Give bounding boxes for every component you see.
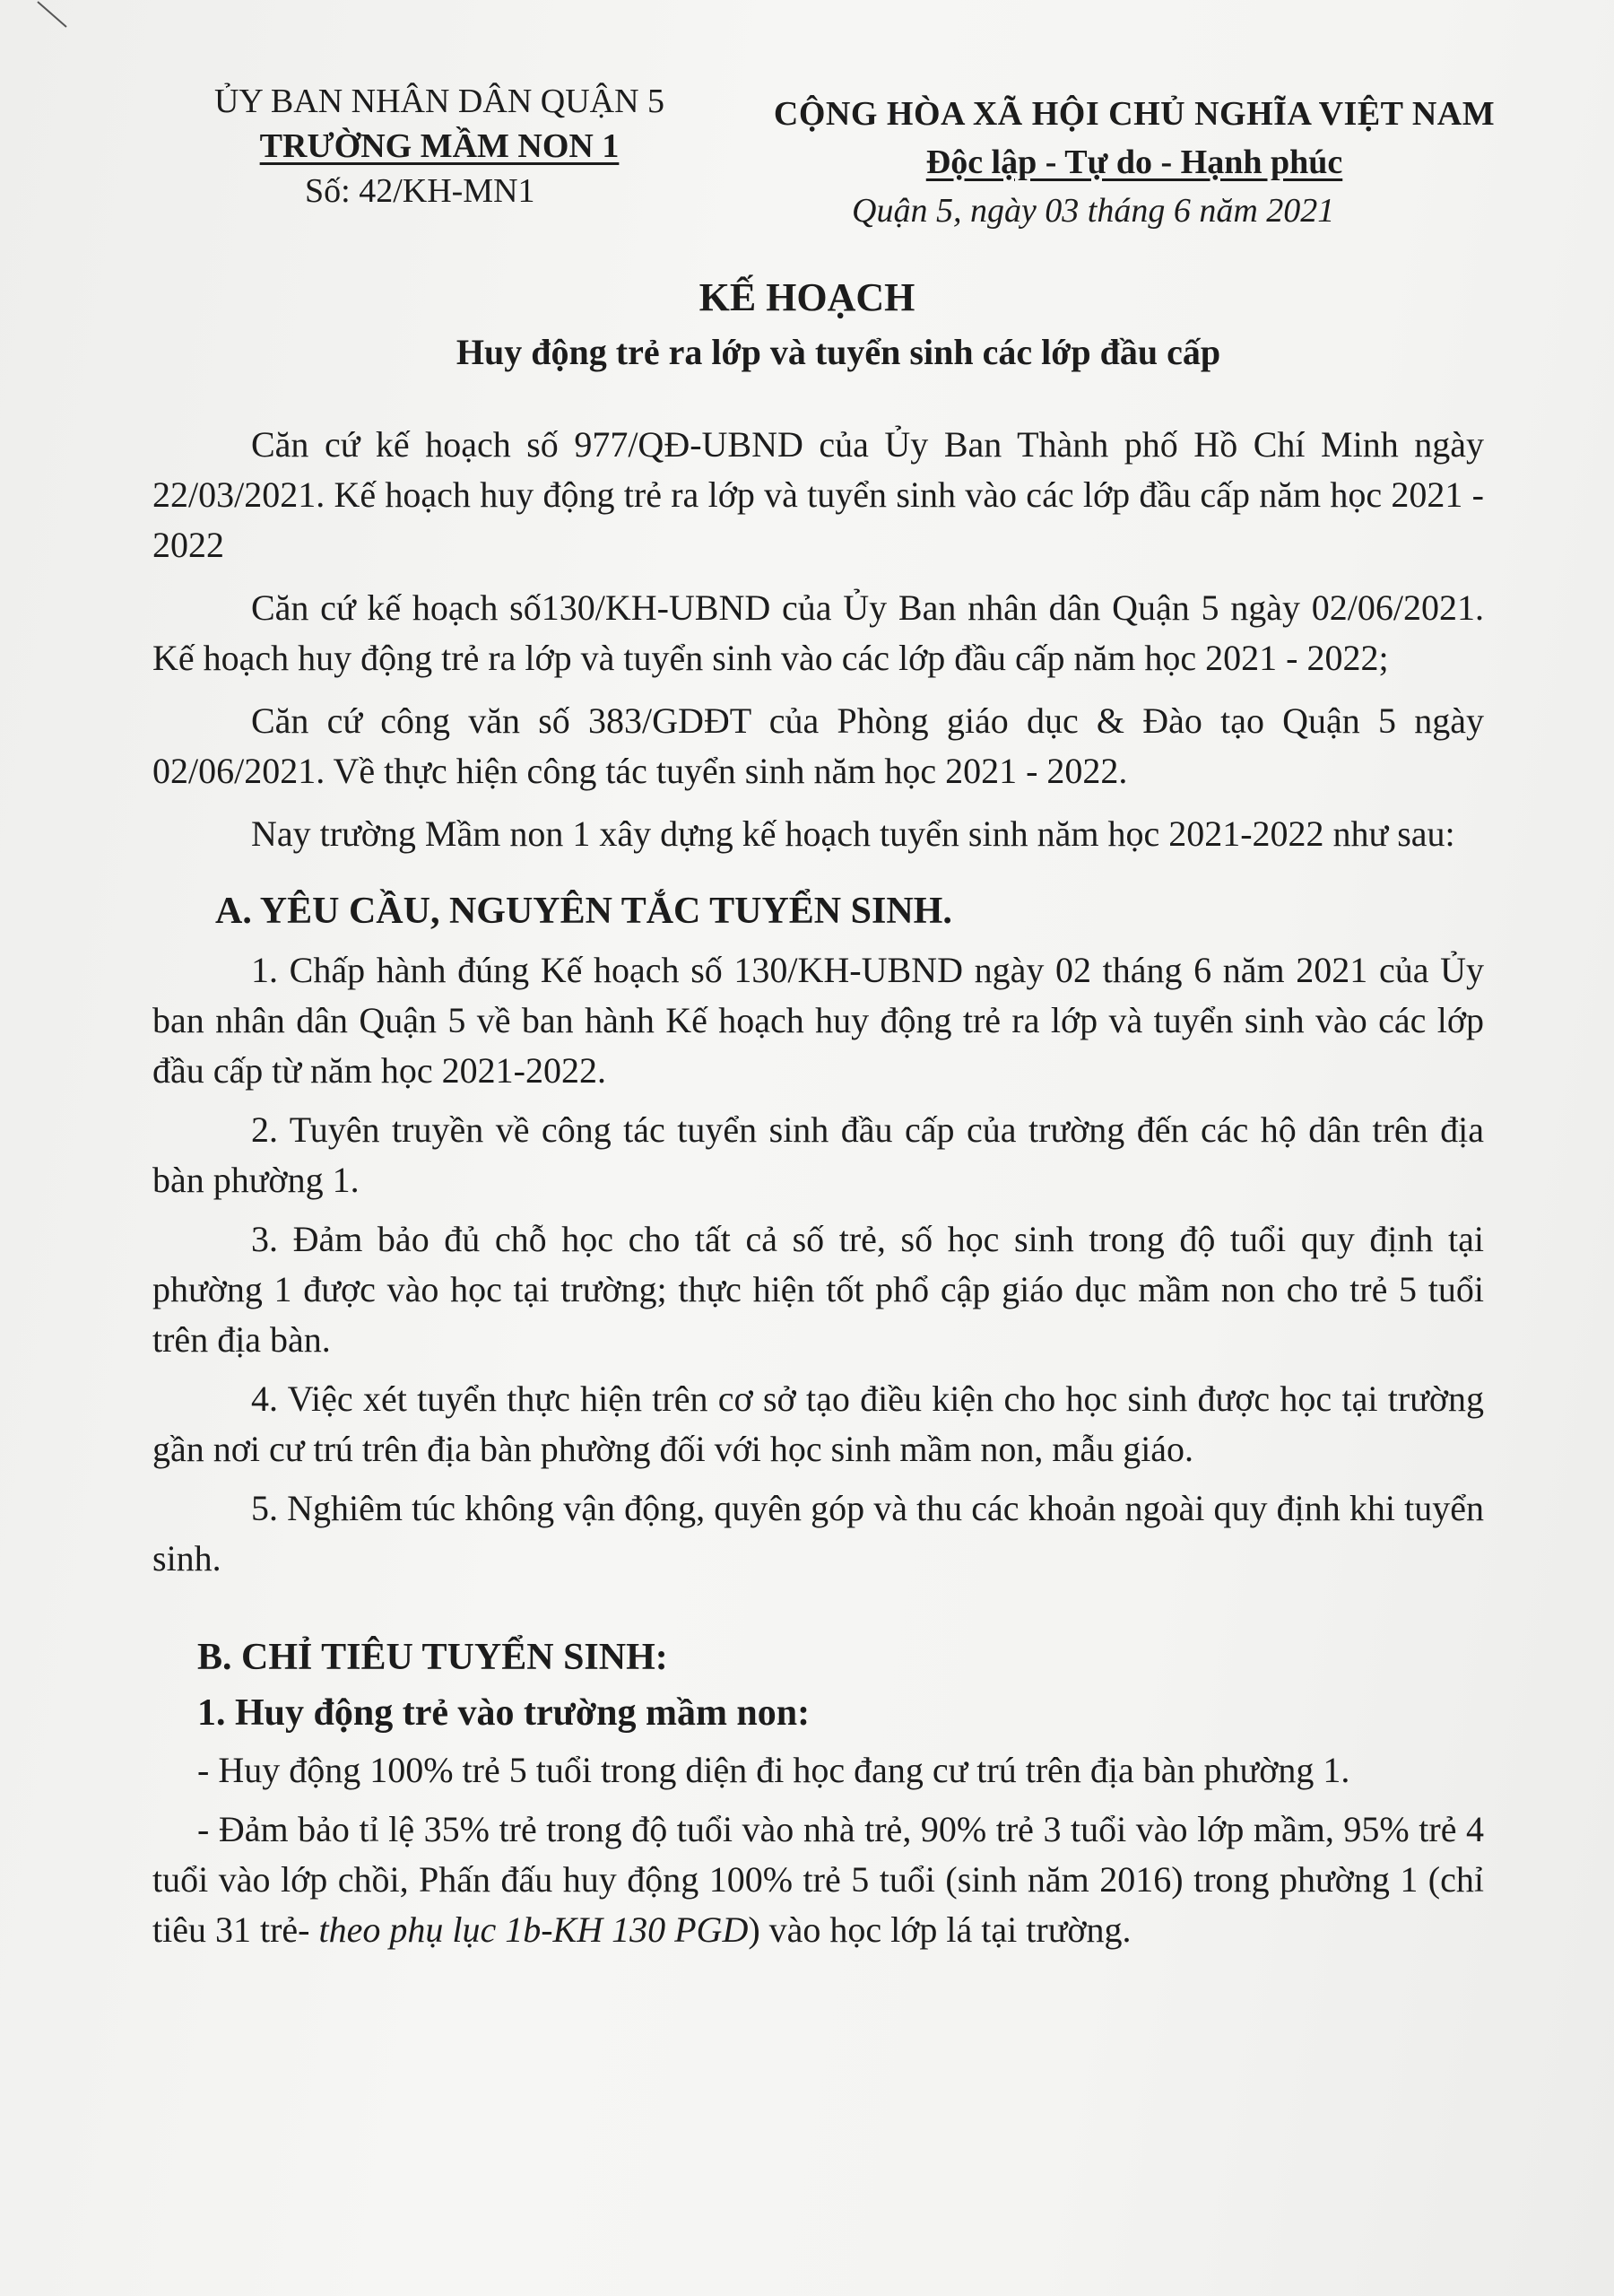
document-type: KẾ HOẠCH (699, 275, 915, 319)
section-a-item-4: 4. Việc xét tuyển thực hiện trên cơ sở tạo điều kiện cho học sinh được học tại trường gần nơi cư trú trên địa bàn phường đối với học sinh mầm non, mẫu giáo. (152, 1378, 1484, 1469)
bullet-2-text-end: ) vào học lớp lá tại trường. (748, 1909, 1132, 1950)
legal-basis-2: Căn cứ kế hoạch số130/KH-UBND của Ủy Ban nhân dân Quận 5 ngày 02/06/2021. Kế hoạch huy động trẻ ra lớp và tuyển sinh vào các lớp đầu cấp năm học 2021 - 2022; (152, 587, 1484, 678)
document-subject: Huy động trẻ ra lớp và tuyển sinh các lớp đầu cấp (456, 332, 1221, 372)
pen-mark (36, 0, 72, 36)
intro-statement: Nay trường Mầm non 1 xây dựng kế hoạch tuyển sinh năm học 2021-2022 như sau: (251, 813, 1455, 854)
bullet-2-appendix-ref: theo phụ lục 1b-KH 130 PGD (318, 1909, 749, 1950)
document-title-block (0, 269, 1614, 378)
document-number: Số: 42/KH-MN1 (305, 172, 535, 210)
section-b-bullet-1: - Huy động 100% trẻ 5 tuổi trong diện đi học đang cư trú trên địa bàn phường 1. (197, 1750, 1350, 1790)
section-a-item-3: 3. Đảm bảo đủ chỗ học cho tất cả số trẻ, số học sinh trong độ tuổi quy định tại phường 1 được vào học tại trường; thực hiện tốt phổ cập giáo dục mầm non cho trẻ 5 tuổi trên địa bàn. (152, 1219, 1484, 1360)
legal-basis-3: Căn cứ công văn số 383/GDĐT của Phòng giáo dục & Đào tạo Quận 5 ngày 02/06/2021. Về thực hiện công tác tuyển sinh năm học 2021 - 2022. (152, 700, 1484, 791)
section-b-bullet-2 (152, 1805, 1484, 1955)
bullet-2-text-start: - Đảm bảo tỉ lệ 35% trẻ trong độ tuổi vào nhà trẻ, 90% trẻ 3 tuổi vào lớp mầm, 95% trẻ 4 tuổi vào lớp chồi, Phấn đấu huy động 100% trẻ 5 tuổi (sinh năm 2016) trong phường 1 (chỉ tiêu 31 trẻ- (152, 1809, 1484, 1950)
agency-name: ỦY BAN NHÂN DÂN QUẬN 5 (213, 83, 665, 120)
national-header (744, 90, 1524, 235)
issuer-block (206, 79, 672, 213)
section-b-subheading: 1. Huy động trẻ vào trường mầm non: (197, 1692, 811, 1734)
section-a-heading: A. YÊU CẦU, NGUYÊN TẮC TUYỂN SINH. (215, 891, 952, 932)
place-date: Quận 5, ngày 03 tháng 6 năm 2021 (852, 192, 1335, 230)
legal-basis-1: Căn cứ kế hoạch số 977/QĐ-UBND của Ủy Ban Thành phố Hồ Chí Minh ngày 22/03/2021. Kế hoạch huy động trẻ ra lớp và tuyển sinh vào các lớp đầu cấp năm học 2021 - 2022 (152, 424, 1484, 565)
school-name: TRƯỜNG MẦM NON 1 (259, 127, 620, 165)
section-b-heading: B. CHỈ TIÊU TUYỂN SINH: (197, 1637, 668, 1678)
nation-title: CỘNG HÒA XÃ HỘI CHỦ NGHĨA VIỆT NAM (773, 95, 1496, 133)
section-a-item-1: 1. Chấp hành đúng Kế hoạch số 130/KH-UBND ngày 02 tháng 6 năm 2021 của Ủy ban nhân dân Quận 5 về ban hành Kế hoạch huy động trẻ ra lớp và tuyển sinh vào các lớp đầu cấp từ năm học 2021-2022. (152, 950, 1484, 1091)
national-motto: Độc lập - Tự do - Hạnh phúc (925, 144, 1343, 181)
section-a-item-2: 2. Tuyên truyền về công tác tuyển sinh đầu cấp của trường đến các hộ dân trên địa bàn phường 1. (152, 1109, 1484, 1200)
section-a-item-5: 5. Nghiêm túc không vận động, quyên góp và thu các khoản ngoài quy định khi tuyển sinh. (152, 1488, 1484, 1578)
document-body (152, 420, 1484, 1964)
